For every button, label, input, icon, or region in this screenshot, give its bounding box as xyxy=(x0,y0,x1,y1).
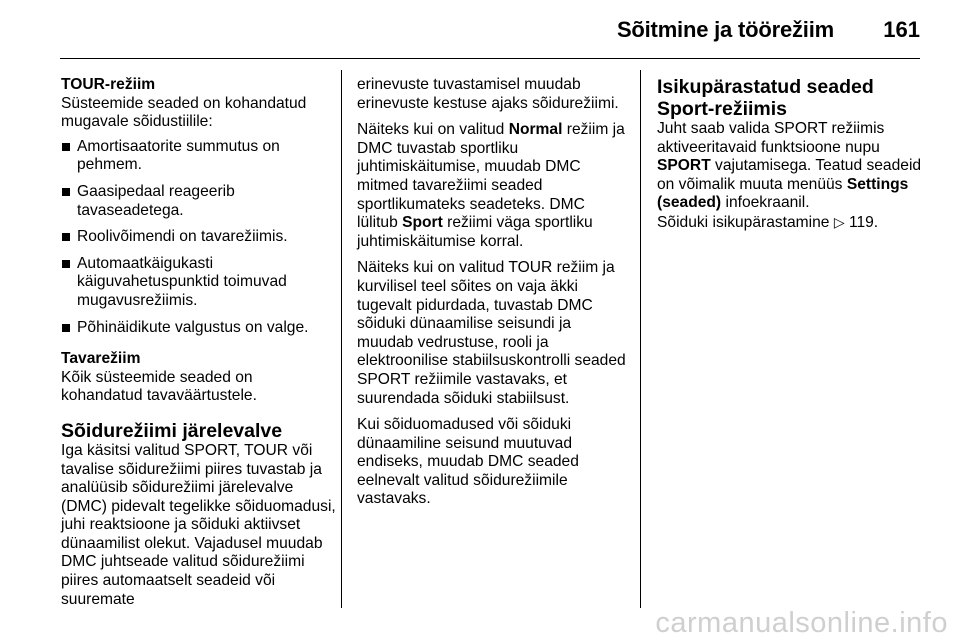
normal-mode-text: Kõik süsteemide seaded on kohandatud tavaväärtustele. xyxy=(61,368,257,405)
page-number: 161 xyxy=(883,17,920,42)
column-divider-right xyxy=(640,70,641,608)
dmc-paragraph-1: erinevuste tuvastamisel muudab erinevuste kestuse ajaks sõidurežiimi. xyxy=(357,76,619,112)
bullet-square-icon xyxy=(62,324,70,332)
tour-mode-heading: TOUR-režiim xyxy=(61,76,156,93)
sport-button-label: SPORT xyxy=(657,157,711,175)
dmc-paragraph-4: Kui sõiduomadused või sõiduki dünaamiline seisund muutuvad endiseks, muudab DMC seaded eelnevalt valitud sõidurežiimile vastavaks. xyxy=(357,416,579,508)
page-reference-number: 119. xyxy=(844,213,879,231)
list-item: Amortisaatorite summutus on pehmem. xyxy=(61,138,337,175)
watermark: carmanualsonline.info xyxy=(655,607,948,639)
normal-mode-heading: Tavarežiim xyxy=(61,350,141,368)
dmc-paragraph-3: Näiteks kui on valitud TOUR režiim ja kurvilisel teel sõites on vaja äkki tugevalt pidurdada, tuvastab DMC sõiduki dünaamilise seisundi ja muudab vedrustuse, rooli ja elektroonilise stabiilsuskontrolli seaded SPORT režiimile vastavaks, et suurendada sõiduki stabiilsust. xyxy=(357,259,626,407)
list-item: Gaasipedaal reageerib tavaseadetega. xyxy=(61,183,337,220)
tour-mode-list xyxy=(61,138,337,337)
personalized-settings-text: Juht saab valida SPORT režiimis aktiveeritavaid funktsioone nupu SPORT vajutamisega. Teatud seadeid on võimalik muuta menüüs Settings (seaded) infoekraanil. xyxy=(657,120,922,212)
column-right xyxy=(657,76,929,241)
page-header xyxy=(60,0,920,59)
list-item: Roolivõimendi on tavarežiimis. xyxy=(61,228,337,247)
drive-mode-control-heading: Sõidurežiimi järelevalve xyxy=(61,419,283,442)
personalized-settings-heading: Isikupärastatud seaded Sport-režiimis xyxy=(657,76,874,120)
dmc-paragraph-2: Näiteks kui on valitud Normal režiim ja DMC tuvastab sportliku juhtimiskäitumise, muudab DMC mitmed tavarežiimi seaded sportlikumateks seadeteks. DMC lülitub Sport režiimi väga sportliku juhtimiskäitumise korral. xyxy=(357,121,625,250)
personalization-reference[interactable]: Sõiduki isikupärastamine ▷ 119. xyxy=(657,213,879,231)
bullet-square-icon xyxy=(62,233,70,241)
normal-keyword: Normal xyxy=(508,121,563,139)
drive-mode-control-text: Iga käsitsi valitud SPORT, TOUR või tavalise sõidurežiimi piires tuvastab ja analüüsib sõidurežiimi järelevalve (DMC) pidevalt tegelikke sõiduomadusi, juhi reaktsioone ja sõiduki aktiivset dünaamilist olekut. Vajadusel muudab DMC juhtseade valitud sõidurežiimi piires automaatselt seadeid või suuremate xyxy=(61,441,336,608)
bullet-square-icon xyxy=(62,143,70,151)
bullet-square-icon xyxy=(62,188,70,196)
column-divider-left xyxy=(341,70,342,608)
bullet-square-icon xyxy=(62,260,70,268)
page-reference-arrow-icon: ▷ xyxy=(833,213,845,230)
sport-keyword: Sport xyxy=(402,214,443,232)
column-left xyxy=(61,76,337,617)
settings-menu-label: Settings (seaded) xyxy=(657,175,909,212)
column-middle xyxy=(357,76,627,517)
tour-mode-intro: Süsteemide seaded on kohandatud mugavale sõidustiilile: xyxy=(61,94,307,131)
list-item: Põhinäidikute valgustus on valge. xyxy=(61,319,337,338)
page-title: Sõitmine ja töörežiim xyxy=(616,17,834,42)
list-item: Automaatkäigukasti käiguvahetuspunktid toimuvad mugavusrežiimis. xyxy=(61,255,337,311)
